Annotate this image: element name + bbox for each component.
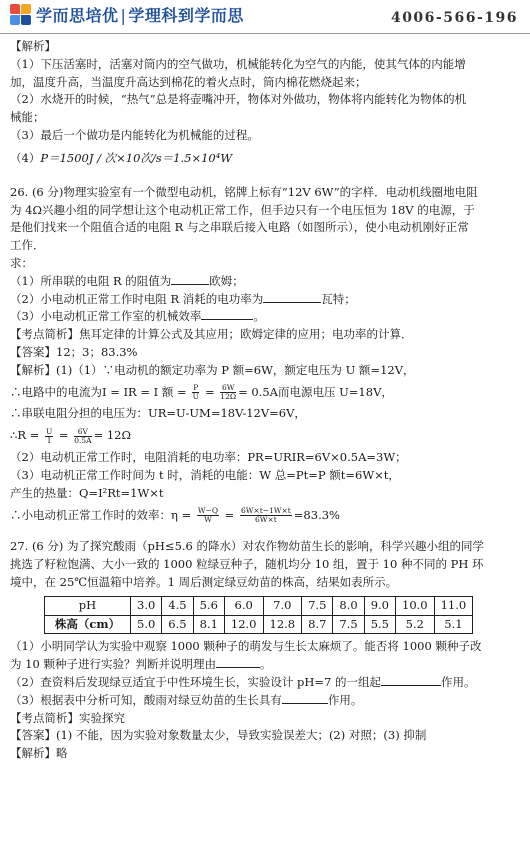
table-cell: 7.5 <box>333 615 364 634</box>
q26-analysis-1: 【解析】(1)（1）∵电动机的额定功率为 P 额=6W，额定电压为 U 额=12V， <box>10 362 415 377</box>
table-cell: 5.1 <box>434 615 473 634</box>
q26-r-suffix: = 12Ω <box>93 428 132 443</box>
q27-question-1b <box>10 656 522 674</box>
q26-q3-end: 。 <box>253 309 265 324</box>
q26-p2-line: （2）电动机正常工作时，电阻消耗的电功率：PR=URIR=6V×0.5A=3W； <box>10 450 407 465</box>
q26-eff-den-b: 6W×t <box>254 515 277 524</box>
table-row <box>45 615 473 634</box>
q26-current-frac-b <box>220 384 236 401</box>
q25-part4 <box>10 150 522 168</box>
table-cell: 7.5 <box>302 596 333 615</box>
q27-q2-end: 作用。 <box>440 675 476 689</box>
table-cell: 12.0 <box>224 615 263 634</box>
brand-slogan: 学理科到学而思 <box>128 6 244 25</box>
q26-stem-2: 为 4Ω兴趣小组的同学想让这个电动机正常工作，但手边只有一个电压恒为 18V 的电源，于 <box>10 202 475 217</box>
q26-eff-frac-b <box>240 507 292 524</box>
q26-eff-suffix: =83.3% <box>293 507 340 522</box>
phone-number: 4006-566-196 <box>390 10 518 26</box>
q26-q2-unit: 瓦特； <box>321 291 356 306</box>
q25-line-1: （1）下压活塞时，活塞对筒内的空气做功，机械能转化为空气的内能，使其气体的内能增 <box>10 56 466 71</box>
q27-question-2 <box>10 674 522 692</box>
q26-kaodian: 【考点简析】焦耳定律的计算公式及其应用；欧姆定律的应用；电功率的计算． <box>10 327 413 342</box>
q26-current-prefix: ∴电路中的电流为I = IR = I 额 = <box>10 384 191 399</box>
q26-current-frac-a <box>192 384 199 401</box>
q26-q3-text: （3）小电动机正常工作室的机械效率 <box>10 309 202 324</box>
q26-eff-den-a: W <box>204 515 212 524</box>
q26-p3-line: （3）电动机正常工作时间为 t 时，消耗的电能：W 总=Pt=P 额t=6W×t， <box>10 467 400 482</box>
q25-line-3: （2）水烧开的时候，“热气”总是将壶嘴冲开，物体对外做功，物体将内能转化为物体的机 <box>10 92 467 107</box>
q26-q2-text: （2）小电动机正常工作时电阻 R 消耗的电功率为 <box>10 291 264 306</box>
q26-stem-1: 26. (6 分)物理实验室有一个微型电动机，铭牌上标有“12V 6W”的字样．电动机线圈地电阻 <box>10 184 478 199</box>
q26-current-num-b: 6W <box>221 383 235 393</box>
q27-q2-text: （2）查资料后发现绿豆适宜于中性环境生长，实验设计 pH=7 的一组起 <box>10 675 381 689</box>
q26-q1-unit: 欧姆； <box>209 273 244 288</box>
q27-analysis: 【解析】略 <box>10 746 68 761</box>
q27-q3-blank <box>282 694 328 704</box>
q26-current-den-b: 12Ω <box>220 392 237 402</box>
q25-part4-prefix: （4） <box>10 150 41 165</box>
q26-question-3 <box>10 308 522 326</box>
page-header <box>0 0 530 34</box>
q26-current-den-a: U <box>192 392 199 402</box>
q27-q1-blank <box>216 658 260 668</box>
q26-current-line: ∴电路中的电流为I = IR = I 额 = $\frac{P}{U}$ = $\frac{6W}{12\Omega}$ = 0.5A而电源电压 U=18V， <box>10 383 393 402</box>
q26-answer: 【答案】12；3；83.3% <box>10 345 138 359</box>
q27-stem-1: 27. (6 分) 为了探究酸雨（pH≤5.6 的降水）对农作物幼苗生长的影响，科学兴趣小组的同学 <box>10 539 485 554</box>
q26-stem-4: 工作． <box>10 238 45 253</box>
q25-line-5: （3）最后一个做功是内能转化为机械能的过程。 <box>10 128 259 143</box>
q26-r-line: ∴R = $\frac{U}{I}$ = $\frac{6V}{0.5A}$ = 12Ω <box>10 426 132 445</box>
table-cell: 11.0 <box>434 596 473 615</box>
q25-formula: P＝1500J / 次×10次/s＝1.5×10⁴W <box>40 150 233 165</box>
page-content <box>10 38 522 763</box>
table-cell: 8.0 <box>333 596 364 615</box>
q27-q3-end: 作用。 <box>327 692 363 707</box>
q27-question-1a: （1）小明同学认为实验中观察 1000 颗种子的萌发与生长太麻烦了。能否将 1000 颗种子改 <box>10 639 482 654</box>
table-cell: 9.0 <box>364 596 395 615</box>
q26-r-num-a: U <box>45 426 53 436</box>
q27-q3-text: （3）根据表中分析可知，酸雨对绿豆幼苗的生长具有 <box>10 692 282 707</box>
q26-q3-blank <box>201 310 253 320</box>
q25-analysis-label: 【解析】 <box>10 39 56 53</box>
q26-q1-blank <box>171 275 209 285</box>
q26-eff-num-b: 6W×t−1W×t <box>240 506 291 516</box>
table-cell: 10.0 <box>396 596 435 615</box>
table-cell: 12.8 <box>263 615 302 634</box>
q26-stem-5: 求： <box>10 255 33 270</box>
q26-heat-line: 产生的热量：Q=I²Rt=1W×t <box>10 485 164 500</box>
q26-eff-frac-a <box>197 507 219 524</box>
table-row-label-ph: pH <box>45 596 131 615</box>
q26-r-den-a: I <box>47 435 51 445</box>
q26-eff-prefix: ∴小电动机正常工作时的效率：η = <box>10 507 195 522</box>
brand-separator: | <box>120 6 127 25</box>
table-cell: 3.0 <box>131 596 162 615</box>
q26-eff-num-a: W−Q <box>197 506 218 516</box>
q26-question-1 <box>10 273 522 291</box>
q26-r-prefix: ∴R = <box>10 428 43 443</box>
table-cell: 6.5 <box>162 615 193 634</box>
brand-title <box>36 4 244 29</box>
brand-logo-icon <box>10 4 32 26</box>
q26-r-den-b: 0.5A <box>74 435 92 445</box>
q26-current-num-a: P <box>193 383 199 393</box>
q26-stem-3: 是他们找来一个阻值合适的电阻 R 与之串联后接入电路（如图所示），使小电动机刚好正常 <box>10 220 469 235</box>
table-cell: 8.1 <box>193 615 224 634</box>
q27-stem-2: 挑选了籽粒饱满、大小一致的 1000 粒绿豆种子，随机均分 10 组，置于 10 种不同的 PH 环 <box>10 557 484 572</box>
q27-stem-3: 境中，在 25℃恒温箱中培养。1 周后测定绿豆幼苗的株高，结果如表所示。 <box>10 574 398 589</box>
q26-eff-line: ∴小电动机正常工作时的效率：η = $\frac{W-Q}{W}$ = $\frac{6W\times t-1W\times t}{6W\times t}$ =83.3% <box>10 506 340 524</box>
q27-q1b-text: 为 10 颗种子进行实验？判断并说明理由 <box>10 657 216 672</box>
table-cell: 8.7 <box>302 615 333 634</box>
q27-q1b-end: 。 <box>259 657 272 672</box>
q26-q2-blank <box>263 293 321 303</box>
q27-answer: 【答案】(1) 不能，因为实验对象数量太少，导致实验误差大；(2) 对照；(3) 抑制 <box>10 728 427 743</box>
q26-r-num-b: 6V <box>74 428 91 437</box>
table-cell: 7.0 <box>263 596 302 615</box>
table-cell: 6.0 <box>224 596 263 615</box>
table-row-label-height: 株高（cm） <box>45 615 131 634</box>
brand-name: 学而思培优 <box>36 6 119 25</box>
q26-r-frac-b <box>74 428 91 445</box>
q27-kaodian: 【考点简析】实验探究 <box>10 710 125 725</box>
table-cell: 4.5 <box>162 596 193 615</box>
q26-q1-text: （1）所串联的电阻 R 的阻值为 <box>10 273 172 288</box>
table-row <box>45 596 473 615</box>
q25-line-4: 械能； <box>10 110 45 125</box>
table-cell: 5.2 <box>396 615 435 634</box>
ph-height-table <box>44 596 473 635</box>
q26-current-suffix: = 0.5A而电源电压 U=18V， <box>238 384 393 399</box>
table-cell: 5.5 <box>364 615 395 634</box>
q27-q2-blank <box>381 676 441 686</box>
q25-line-2: 加，温度升高，当温度升高达到棉花的着火点时，筒内棉花燃烧起来； <box>10 74 367 89</box>
q26-question-2 <box>10 291 522 309</box>
q27-question-3 <box>10 692 522 710</box>
table-cell: 5.0 <box>131 615 162 634</box>
q26-r-frac-a <box>45 428 53 445</box>
q26-voltage-line: ∴串联电阻分担的电压为：UR=U-UM=18V-12V=6V， <box>10 406 306 421</box>
table-cell: 5.6 <box>193 596 224 615</box>
